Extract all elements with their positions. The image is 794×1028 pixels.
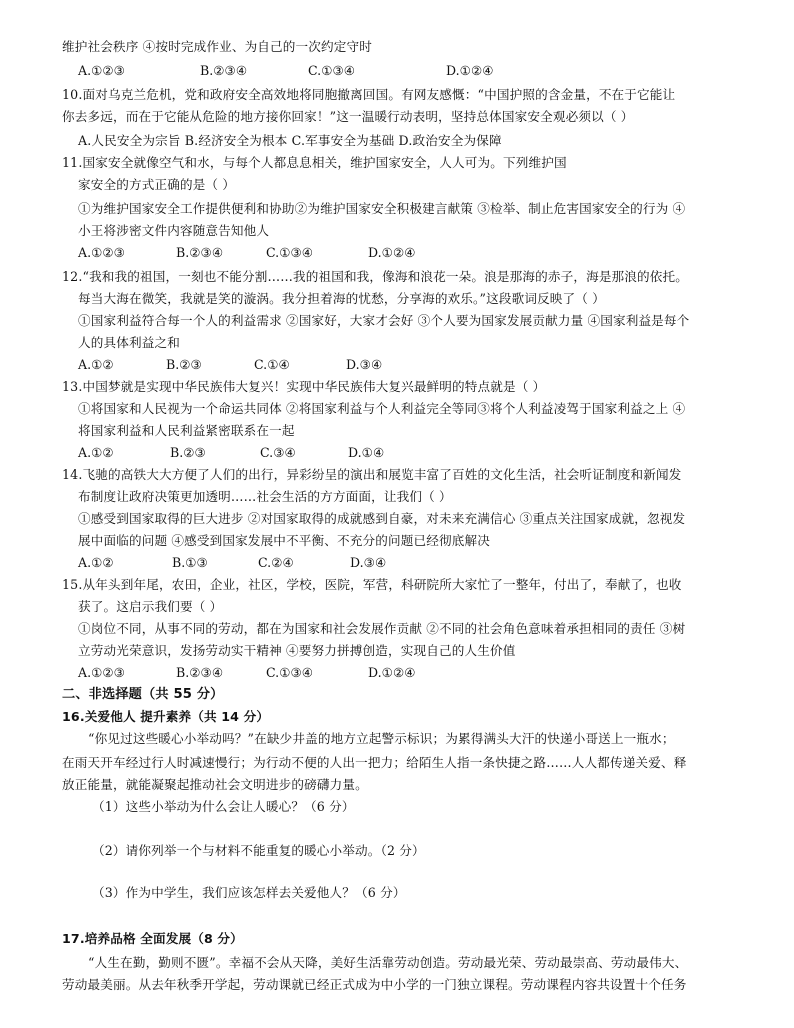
q13-choices-line1: ①将国家和人民视为一个命运共同体 ②将国家利益与个人利益完全等同③将个人利益凌驾于国家利益之上 ④ [78, 401, 686, 416]
q11-option-c: C.①③④ [266, 245, 314, 260]
q15-stem-line1: 15.从年头到年尾，农田，企业，社区，学校，医院，军营，科研院所大家忙了一整年，付出了，奉献了，也收 [62, 577, 682, 592]
q11-stem-line1: 11.国家安全就像空气和水，与每个人都息息相关，维护国家安全，人人可为。下列维护国 [62, 155, 567, 170]
q16-subquestion-1: （1）这些小举动为什么会让人暖心？（6 分） [92, 799, 355, 814]
q12-choices-line1: ①国家利益符合每一个人的利益需求 ②国家好，大家才会好 ③个人要为国家发展贡献力量 ④国家利益是每个 [78, 313, 690, 328]
q13-stem: 13.中国梦就是实现中华民族伟大复兴！实现中华民族伟大复兴最鲜明的特点就是（ ） [62, 379, 546, 394]
q14-option-c: C.②④ [258, 555, 294, 570]
q16-subquestion-3: （3）作为中学生，我们应该怎样去关爱他人？（6 分） [92, 885, 406, 900]
q17-title: 17.培养品格 全面发展（8 分） [62, 931, 243, 946]
q12-option-d: D.③④ [346, 357, 383, 372]
q12-stem-line2: 每当大海在微笑，我就是笑的漩涡。我分担着海的忧愁，分享海的欢乐。”这段歌词反映了（ ） [78, 291, 605, 306]
q14-choices-line1: ①感受到国家取得的巨大进步 ②对国家取得的成就感到自豪，对未来充满信心 ③重点关注国家成就，忽视发 [78, 511, 686, 526]
q11-choices-line2: 小王将涉密文件内容随意告知他人 [78, 223, 270, 238]
q11-option-a: A.①②③ [78, 245, 125, 260]
q17-material-line1: “人生在勤，勤则不匮”。幸福不会从天降，美好生活靠劳动创造。劳动最光荣、劳动最崇高、劳动最伟大、 [88, 955, 688, 970]
q11-choices-line1: ①为维护国家安全工作提供便利和协助②为维护国家安全积极建言献策 ③检举、制止危害国家安全的行为 ④ [78, 201, 686, 216]
q16-subquestion-2: （2）请你列举一个与材料不能重复的暖心小举动。（2 分） [92, 843, 425, 858]
q15-option-b: B.②③④ [176, 665, 224, 680]
q10-stem-line2: 你去多远，而在于它能从危险的地方接你回家！”这一温暖行动表明，坚持总体国家安全观必须以（ ） [62, 109, 634, 124]
q15-option-c: C.①③④ [266, 665, 314, 680]
q14-option-a: A.①② [78, 555, 114, 570]
q10-options: A.人民安全为宗旨 B.经济安全为根本 C.军事安全为基础 D.政治安全为保障 [78, 133, 502, 148]
q11-stem-line2: 家安全的方式正确的是（ ） [78, 177, 236, 192]
q9-option-b: B.②③④ [200, 63, 248, 78]
q12-option-b: B.②③ [166, 357, 202, 372]
q13-choices-line2: 将国家利益和人民利益紧密联系在一起 [78, 423, 295, 438]
q9-tail: 维护社会秩序 ④按时完成作业、为自己的一次约定守时 [62, 39, 373, 54]
q15-option-d: D.①②④ [368, 665, 416, 680]
q15-option-a: A.①②③ [78, 665, 125, 680]
q13-option-d: D.①④ [348, 445, 385, 460]
q17-material-line2: 劳动最美丽。从去年秋季开学起，劳动课就已经正式成为中小学的一门独立课程。劳动课程内容共设置十个任务 [62, 977, 687, 992]
q15-choices-line2: 立劳动光荣意识，发扬劳动实干精神 ④要努力拼搏创造，实现自己的人生价值 [78, 643, 516, 658]
q16-title: 16.关爱他人 提升素养（共 14 分） [62, 709, 270, 724]
q14-stem-line1: 14.飞驰的高铁大大方便了人们的出行，异彩纷呈的演出和展览丰富了百姓的文化生活，社会听证制度和新闻发 [62, 467, 682, 482]
q10-stem-line1: 10.面对乌克兰危机，党和政府安全高效地将同胞撤离回国。有网友感慨：“中国护照的含金量，不在于它能让 [62, 87, 676, 102]
q15-choices-line1: ①岗位不同，从事不同的劳动，都在为国家和社会发展作贡献 ②不同的社会角色意味着承担相同的责任 ③树 [78, 621, 686, 636]
q12-option-c: C.①④ [254, 357, 290, 372]
q12-stem-line1: 12.“我和我的祖国，一刻也不能分割……我的祖国和我，像海和浪花一朵。浪是那海的赤子，海是那浪的依托。 [62, 269, 689, 284]
q11-option-d: D.①②④ [368, 245, 416, 260]
q16-material-line1: “你见过这些暖心小举动吗？”在缺少井盖的地方立起警示标识；为累得满头大汗的快递小哥送上一瓶水； [88, 731, 675, 746]
q14-option-d: D.③④ [350, 555, 387, 570]
section-title: 二、非选择题（共 55 分） [62, 687, 224, 702]
q9-option-a: A.①②③ [78, 63, 125, 78]
q11-option-b: B.②③④ [176, 245, 224, 260]
q14-option-b: B.①③ [172, 555, 208, 570]
q16-material-line2: 在雨天开车经过行人时减速慢行；为行动不便的人出一把力；给陌生人指一条快捷之路……人人都传递关爱、释 [62, 755, 687, 770]
q9-option-d: D.①②④ [446, 63, 494, 78]
q12-option-a: A.①② [78, 357, 114, 372]
q13-option-a: A.①② [78, 445, 114, 460]
q14-stem-line2: 布制度让政府决策更加透明……社会生活的方方面面，让我们（ ） [78, 489, 452, 504]
q13-option-b: B.②③ [170, 445, 206, 460]
q15-stem-line2: 获了。这启示我们要（ ） [78, 599, 223, 614]
q12-choices-line2: 人的具体利益之和 [78, 335, 180, 350]
q9-option-c: C.①③④ [308, 63, 356, 78]
q13-option-c: C.③④ [260, 445, 296, 460]
q16-material-line3: 放正能量，就能凝聚起推动社会文明进步的磅礴力量。 [62, 777, 368, 792]
q14-choices-line2: 展中面临的问题 ④感受到国家发展中不平衡、不充分的问题已经彻底解决 [78, 533, 490, 548]
